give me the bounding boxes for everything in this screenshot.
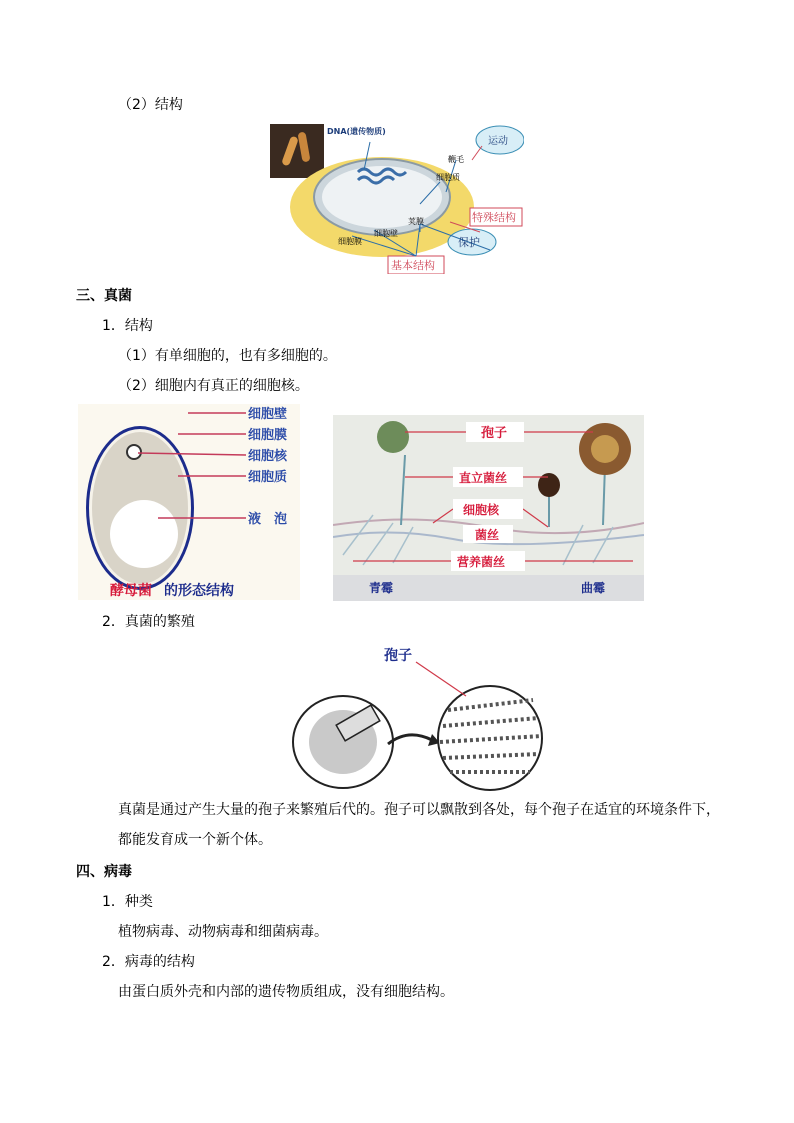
mold-figure — [333, 415, 644, 601]
label-special-structure: 特殊结构 — [472, 211, 516, 224]
yeast-caption-red: 酵母菌 — [110, 583, 152, 599]
yeast-figure — [78, 404, 300, 600]
yeast-label-0: 细胞壁 — [248, 407, 288, 422]
label-flagellum: 鞭毛 — [448, 155, 464, 164]
virus-types-text: 植物病毒、动物病毒和细菌病毒。 — [118, 924, 328, 940]
mold-label-hyphae: 菌丝 — [475, 528, 500, 542]
label-protection: 保护 — [458, 236, 480, 249]
bacteria-figure — [270, 122, 524, 274]
mold-label-penicillium: 青霉 — [369, 581, 394, 595]
label-cell-membrane: 细胞膜 — [338, 237, 362, 246]
vacuole-shape — [110, 500, 178, 568]
label-movement: 运动 — [488, 136, 508, 147]
fungi-item-structure: 1．结构 — [102, 318, 153, 334]
mushroom-label-spore: 孢子 — [384, 648, 412, 664]
virus-item-structure: 2．病毒的结构 — [102, 954, 195, 970]
yeast-label-2: 细胞核 — [248, 449, 288, 464]
mushroom-diagram — [288, 640, 550, 792]
bacteria-diagram — [270, 122, 524, 274]
label-capsule: 荚膜 — [408, 217, 424, 226]
penicillium-head — [377, 421, 409, 453]
section-virus-title: 四、病毒 — [76, 864, 132, 880]
bacteria-photo — [270, 124, 324, 178]
fungi-point-2: （2）细胞内有真正的细胞核。 — [118, 378, 309, 394]
mold-diagram — [333, 415, 644, 601]
yeast-nucleus-shape — [127, 445, 141, 459]
mold-label-aspergillus: 曲霉 — [581, 581, 606, 595]
mold-label-vegetative-hyphae: 营养菌丝 — [457, 555, 506, 569]
yeast-label-1: 细胞膜 — [248, 428, 288, 443]
fungi-item-reproduction: 2．真菌的繁殖 — [102, 614, 195, 630]
mold-label-aerial-hyphae: 直立菌丝 — [459, 471, 508, 485]
section-fungi-title: 三、真菌 — [76, 288, 132, 304]
label-cytoplasm: 细胞质 — [436, 173, 460, 182]
yeast-caption-blue: 的形态结构 — [164, 583, 234, 599]
subheading-structure: （2）结构 — [118, 97, 183, 113]
virus-structure-text: 由蛋白质外壳和内部的遗传物质组成，没有细胞结构。 — [118, 984, 454, 1000]
mushroom-figure — [288, 640, 550, 792]
yeast-diagram — [78, 404, 300, 600]
yeast-label-3: 细胞质 — [248, 470, 288, 485]
label-cell-wall: 细胞壁 — [374, 229, 398, 238]
label-dna: DNA(遗传物质) — [327, 127, 386, 136]
yeast-label-4: 液 泡 — [248, 512, 288, 527]
mold-label-spore: 孢子 — [481, 426, 508, 441]
fungi-point-1: （1）有单细胞的，也有多细胞的。 — [118, 348, 337, 364]
fungi-body-line-1: 真菌是通过产生大量的孢子来繁殖后代的。孢子可以飘散到各处，每个孢子在适宜的环境条件下， — [118, 802, 720, 818]
label-basic-structure: 基本结构 — [391, 259, 435, 272]
virus-item-types: 1．种类 — [102, 894, 153, 910]
fungi-body-line-2: 都能发育成一个新个体。 — [118, 832, 272, 848]
mold-label-nucleus: 细胞核 — [463, 503, 500, 517]
